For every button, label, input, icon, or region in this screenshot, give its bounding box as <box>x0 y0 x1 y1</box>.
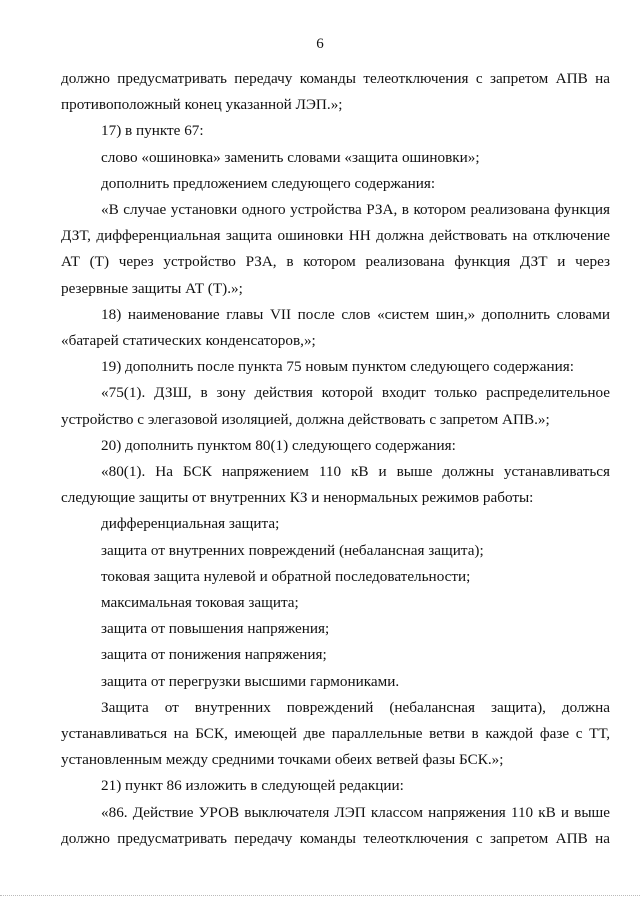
paragraph: дифференциальная защита; <box>101 515 280 533</box>
paragraph: защита от повышения напряжения; <box>101 620 330 638</box>
paragraph: слово «ошиновка» заменить словами «защита ошиновки»; <box>101 148 480 166</box>
paragraph: токовая защита нулевой и обратной последовательности; <box>101 567 471 585</box>
paragraph: должно предусматривать передачу команды телеотключения с запретом АПВ на противоположный конец указанной ЛЭП.»; <box>61 70 610 114</box>
paragraph: защита от перегрузки высшими гармониками. <box>101 672 400 690</box>
paragraph: защита от внутренних повреждений (небалансная защита); <box>101 541 484 559</box>
paragraph: «80(1). На БСК напряжением 110 кВ и выше должны устанавливаться следующие защиты от внутренних КЗ и ненормальных режимов работы: <box>61 463 610 507</box>
paragraph: 21) пункт 86 изложить в следующей редакции: <box>101 777 404 795</box>
paragraph: 17) в пункте 67: <box>101 122 204 140</box>
scan-edge-mark <box>0 895 640 900</box>
paragraph: «В случае установки одного устройства РЗА, в котором реализована функция ДЗТ, дифференциальная защита ошиновки НН должна действовать на отключение АТ (Т) через устройство РЗА, в котором реализована функция ДЗТ и через резервные защиты АТ (Т).»; <box>61 201 610 297</box>
paragraph: 20) дополнить пунктом 80(1) следующего содержания: <box>101 436 456 454</box>
paragraph: 19) дополнить после пункта 75 новым пунктом следующего содержания: <box>101 358 574 376</box>
paragraph: максимальная токовая защита; <box>101 594 299 612</box>
paragraph: «75(1). ДЗШ, в зону действия которой входит только распределительное устройство с элегазовой изоляцией, должна действовать с запретом АПВ.»; <box>61 384 610 428</box>
paragraph: 18) наименование главы VII после слов «систем шин,» дополнить словами «батарей статических конденсаторов,»; <box>61 305 610 350</box>
document-body <box>61 66 610 852</box>
paragraph: защита от понижения напряжения; <box>101 646 327 664</box>
page-number: 6 <box>316 36 324 52</box>
paragraph: дополнить предложением следующего содержания: <box>101 174 436 192</box>
paragraph: «86. Действие УРОВ выключателя ЛЭП классом напряжения 110 кВ и выше должно предусматривать передачу команды телеотключения с запретом АПВ на <box>61 803 610 847</box>
paragraph: Защита от внутренних повреждений (небалансная защита), должна устанавливаться на БСК, имеющей две параллельные ветви в каждой фазе с ТТ, установленным между средними точками обеих ветвей фазы БСК.»; <box>61 698 610 769</box>
